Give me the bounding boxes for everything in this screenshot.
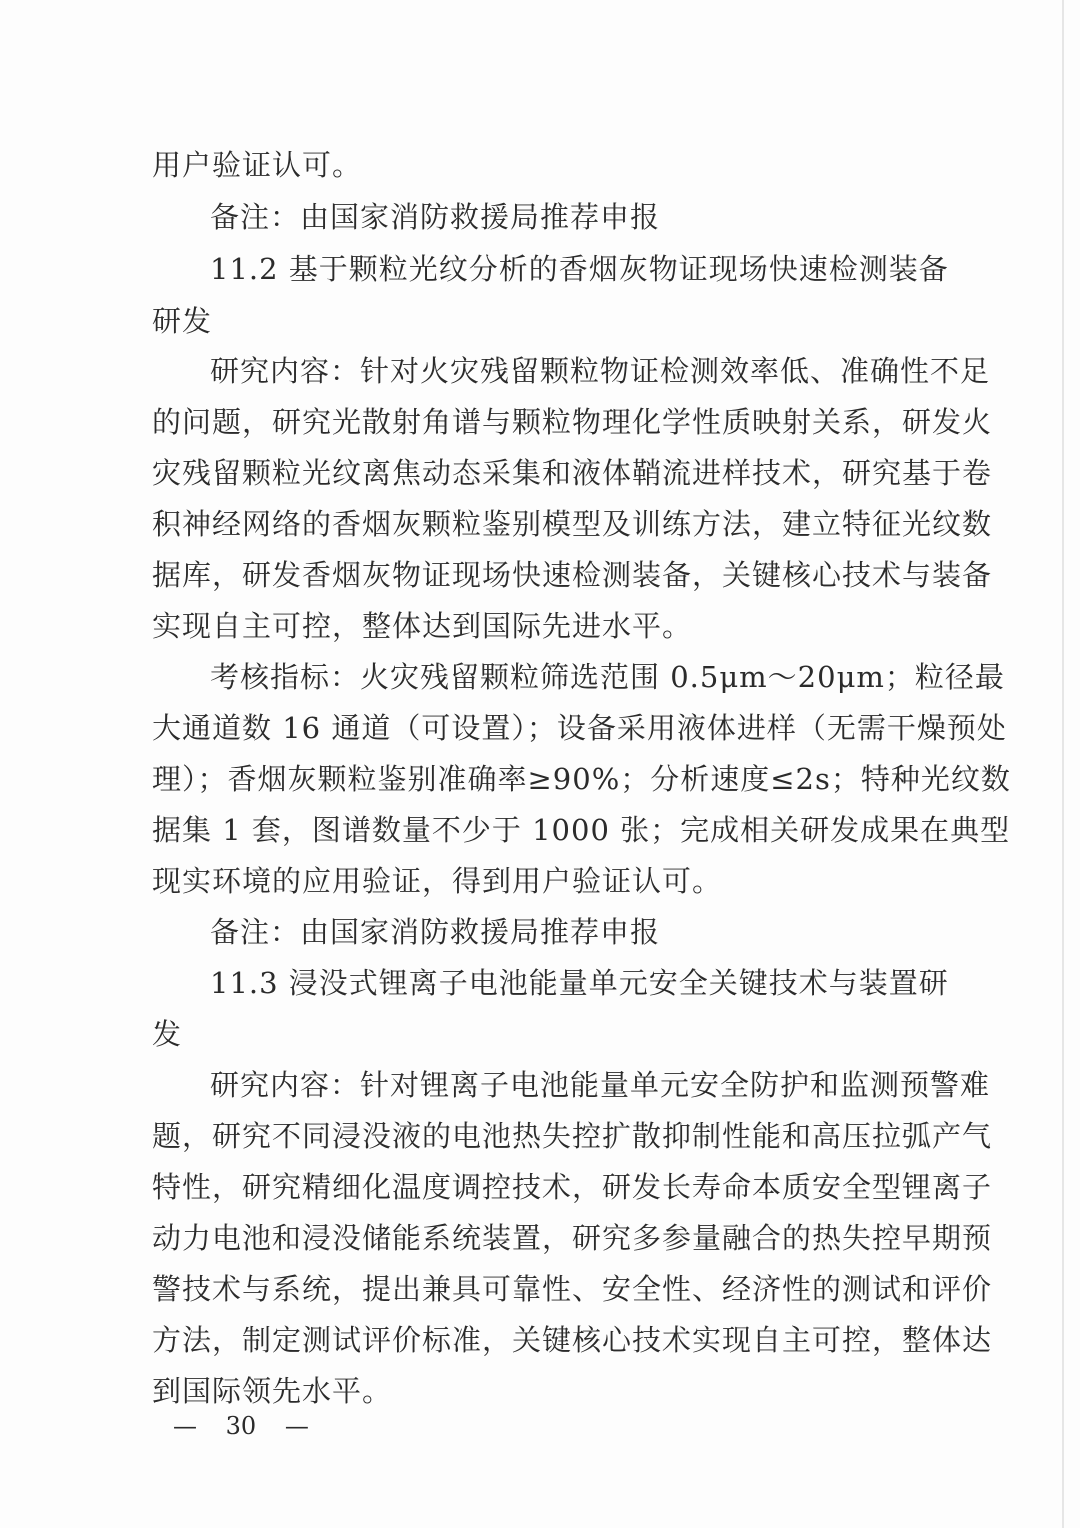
research-content-line: 研究内容：针对火灾残留颗粒物证检测效率低、准确性不足 [210, 354, 991, 388]
footer-dash-left: — [173, 1412, 197, 1440]
section-heading-11-3: 11.3 浸没式锂离子电池能量单元安全关键技术与装置研 [210, 966, 949, 1000]
section-heading-11-2-cont: 研发 [152, 304, 213, 338]
assessment-line: 大通道数 16 通道（可设置）；设备采用液体进样（无需干燥预处 [152, 711, 1007, 745]
research-content-line: 警技术与系统，提出兼具可靠性、安全性、经济性的测试和评价 [152, 1272, 993, 1306]
section-heading-11-3-cont: 发 [152, 1017, 183, 1051]
assessment-line: 考核指标：火灾残留颗粒筛选范围 0.5μm～20μm；粒径最 [210, 660, 1005, 694]
footer-dash-right: — [284, 1412, 309, 1440]
page-footer [172, 1410, 310, 1442]
assessment-line: 理）；香烟灰颗粒鉴别准确率≥90%；分析速度≤2s；特种光纹数 [152, 762, 1011, 796]
page-number: 30 [225, 1412, 257, 1440]
research-content-line: 实现自主可控，整体达到国际先进水平。 [152, 609, 693, 643]
page-edge-divider [1062, 0, 1064, 1528]
research-content-line: 动力电池和浸没储能系统装置，研究多参量融合的热失控早期预 [152, 1221, 993, 1255]
research-content-line: 据库，研发香烟灰物证现场快速检测装备，关键核心技术与装备 [152, 558, 993, 592]
section-heading-11-2: 11.2 基于颗粒光纹分析的香烟灰物证现场快速检测装备 [210, 252, 949, 286]
research-content-line: 题，研究不同浸没液的电池热失控扩散抑制性能和高压拉弧产气 [152, 1119, 993, 1153]
note-line: 备注：由国家消防救援局推荐申报 [210, 200, 661, 234]
assessment-line: 现实环境的应用验证，得到用户验证认可。 [152, 864, 723, 898]
research-content-line: 特性，研究精细化温度调控技术，研发长寿命本质安全型锂离子 [152, 1170, 993, 1204]
text-line: 用户验证认可。 [152, 148, 363, 182]
research-content-line: 积神经网络的香烟灰颗粒鉴别模型及训练方法，建立特征光纹数 [152, 507, 993, 541]
research-content-line: 灾残留颗粒光纹离焦动态采集和液体鞘流进样技术，研究基于卷 [152, 456, 993, 490]
note-line: 备注：由国家消防救援局推荐申报 [210, 915, 661, 949]
research-content-line: 到国际领先水平。 [152, 1374, 393, 1408]
research-content-line: 的问题，研究光散射角谱与颗粒物理化学性质映射关系，研发火 [152, 405, 993, 439]
assessment-line: 据集 1 套，图谱数量不少于 1000 张；完成相关研发成果在典型 [152, 813, 1011, 847]
research-content-line: 方法，制定测试评价标准，关键核心技术实现自主可控，整体达 [152, 1323, 993, 1357]
research-content-line: 研究内容：针对锂离子电池能量单元安全防护和监测预警难 [210, 1068, 991, 1102]
